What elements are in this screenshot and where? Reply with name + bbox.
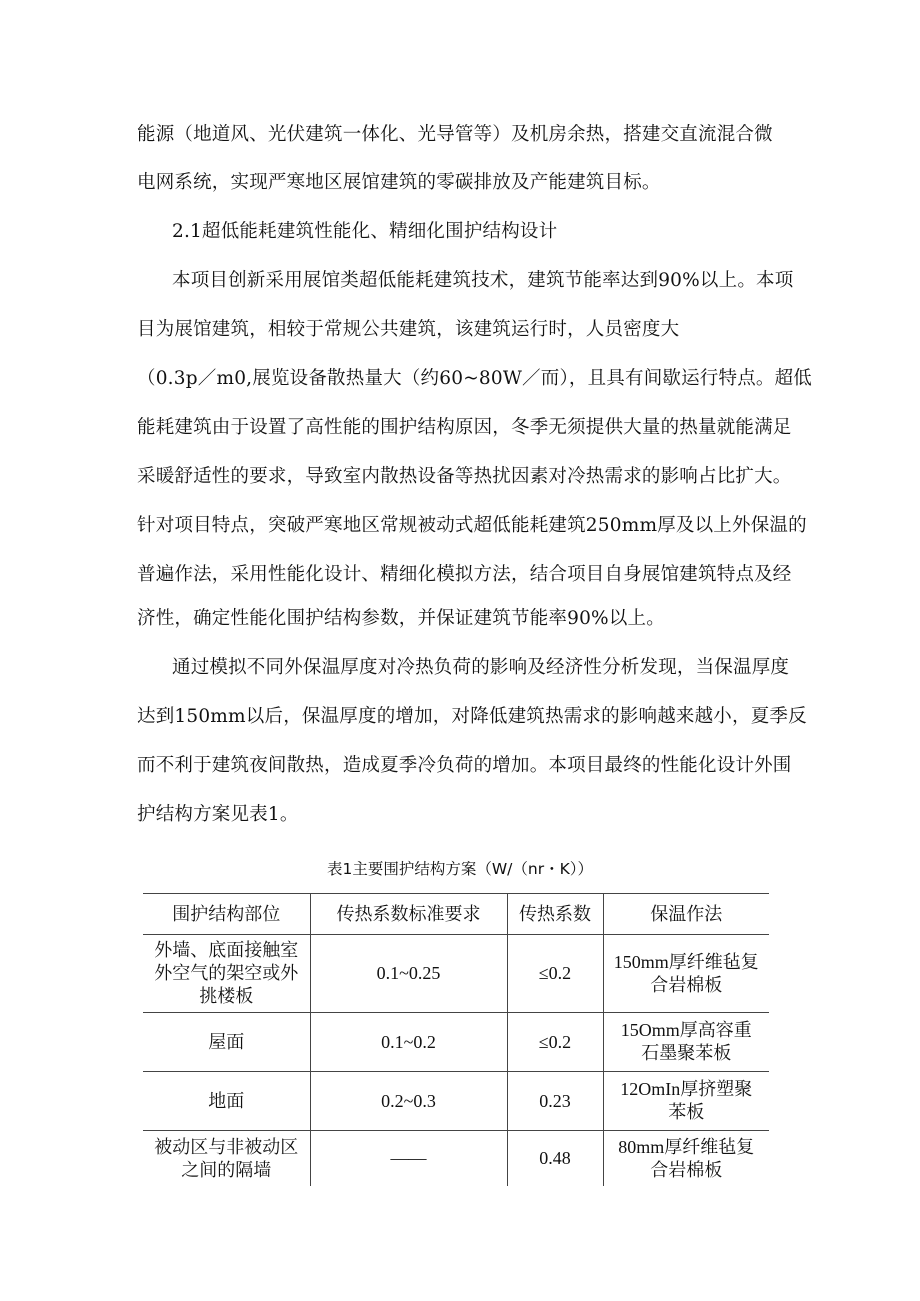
cell-part-line: 屋面 bbox=[208, 1031, 245, 1053]
cell-part-line: 地面 bbox=[208, 1090, 245, 1112]
paragraph-2-line-1: 本项目创新采用展馆类超低能耗建筑技术，建筑节能率达到90%以上。本项 bbox=[172, 270, 794, 291]
header-method: 保温作法 bbox=[603, 894, 769, 935]
section-heading: 2.1超低能耗建筑性能化、精细化围护结构设计 bbox=[172, 221, 558, 242]
table-row bbox=[143, 1013, 769, 1072]
cell-method-line: 150mm厚纤维毡复 bbox=[613, 951, 759, 972]
cell-part-line: 挑楼板 bbox=[199, 986, 254, 1007]
cell-standard: 0.2~0.3 bbox=[310, 1072, 507, 1131]
paragraph-2-line-4: 能耗建筑由于设置了高性能的围护结构原因，冬季无须提供大量的热量就能满足 bbox=[137, 417, 792, 438]
cell-method bbox=[603, 935, 769, 1013]
paragraph-2-line-2: 目为展馆建筑，相较于常规公共建筑，该建筑运行时，人员密度大 bbox=[137, 319, 680, 340]
paragraph-2-line-6: 针对项目特点，突破严寒地区常规被动式超低能耗建筑250mm厚及以上外保温的 bbox=[137, 515, 807, 536]
cell-part bbox=[143, 1072, 310, 1131]
cell-method-line: 苯板 bbox=[668, 1102, 705, 1122]
cell-part-line: 被动区与非被动区 bbox=[154, 1136, 299, 1158]
envelope-structure-table bbox=[143, 893, 769, 1186]
table-header-row bbox=[143, 894, 769, 935]
cell-value: ≤0.2 bbox=[507, 1013, 603, 1072]
cell-standard: —— bbox=[310, 1131, 507, 1187]
cell-value: 0.48 bbox=[507, 1131, 603, 1187]
paragraph-3-line-1: 通过模拟不同外保温厚度对冷热负荷的影响及经济性分析发现，当保温厚度 bbox=[172, 657, 790, 678]
table-row bbox=[143, 1131, 769, 1187]
cell-method-line: 12OmIn厚挤塑聚 bbox=[620, 1079, 753, 1099]
cell-method bbox=[603, 1013, 769, 1072]
paragraph-2-line-5: 采暖舒适性的要求，导致室内散热设备等热扰因素对冷热需求的影响占比扩大。 bbox=[137, 466, 792, 487]
paragraph-2-line-8: 济性，确定性能化围护结构参数，并保证建筑节能率90%以上。 bbox=[137, 608, 665, 629]
cell-part-line: 之间的隔墙 bbox=[181, 1159, 272, 1181]
cell-part bbox=[143, 1013, 310, 1072]
paragraph-1-line-2: 电网系统，实现严寒地区展馆建筑的零碳排放及产能建筑目标。 bbox=[137, 172, 661, 193]
cell-part bbox=[143, 1131, 310, 1187]
cell-method-line: 80mm厚纤维毡复 bbox=[618, 1136, 755, 1157]
cell-value: ≤0.2 bbox=[507, 935, 603, 1013]
cell-standard: 0.1~0.25 bbox=[310, 935, 507, 1013]
cell-method-line: 合岩棉板 bbox=[650, 1159, 723, 1180]
header-value: 传热系数 bbox=[507, 894, 603, 935]
paragraph-3-line-4: 护结构方案见表1。 bbox=[137, 804, 299, 825]
cell-part bbox=[143, 935, 310, 1013]
paragraph-3-line-3: 而不利于建筑夜间散热，造成夏季冷负荷的增加。本项目最终的性能化设计外围 bbox=[137, 755, 792, 776]
cell-method-line: 15Omm厚高容重 bbox=[620, 1020, 752, 1040]
cell-method-line: 石墨聚苯板 bbox=[641, 1043, 732, 1063]
table-caption: 表1主要围护结构方案（W/（nr・K）） bbox=[326, 860, 594, 878]
paragraph-2-line-7: 普遍作法，采用性能化设计、精细化模拟方法，结合项目自身展馆建筑特点及经 bbox=[137, 564, 792, 585]
paragraph-2-line-3: （0.3p／m0,展览设备散热量大（约60~80W／而），且具有间歇运行特点。超低 bbox=[137, 368, 813, 389]
cell-method bbox=[603, 1131, 769, 1187]
table-row bbox=[143, 935, 769, 1013]
paragraph-1-line-1: 能源（地道风、光伏建筑一体化、光导管等）及机房余热，搭建交直流混合微 bbox=[137, 124, 773, 145]
cell-part-line: 外空气的架空或外 bbox=[154, 963, 299, 984]
cell-standard: 0.1~0.2 bbox=[310, 1013, 507, 1072]
cell-method bbox=[603, 1072, 769, 1131]
paragraph-3-line-2: 达到150mm以后，保温厚度的增加，对降低建筑热需求的影响越来越小，夏季反 bbox=[137, 706, 807, 727]
header-part: 围护结构部位 bbox=[143, 894, 310, 935]
cell-value: 0.23 bbox=[507, 1072, 603, 1131]
header-standard: 传热系数标准要求 bbox=[310, 894, 507, 935]
cell-part-line: 外墙、底面接触室 bbox=[154, 940, 299, 961]
cell-method-line: 合岩棉板 bbox=[650, 974, 723, 995]
table-row bbox=[143, 1072, 769, 1131]
